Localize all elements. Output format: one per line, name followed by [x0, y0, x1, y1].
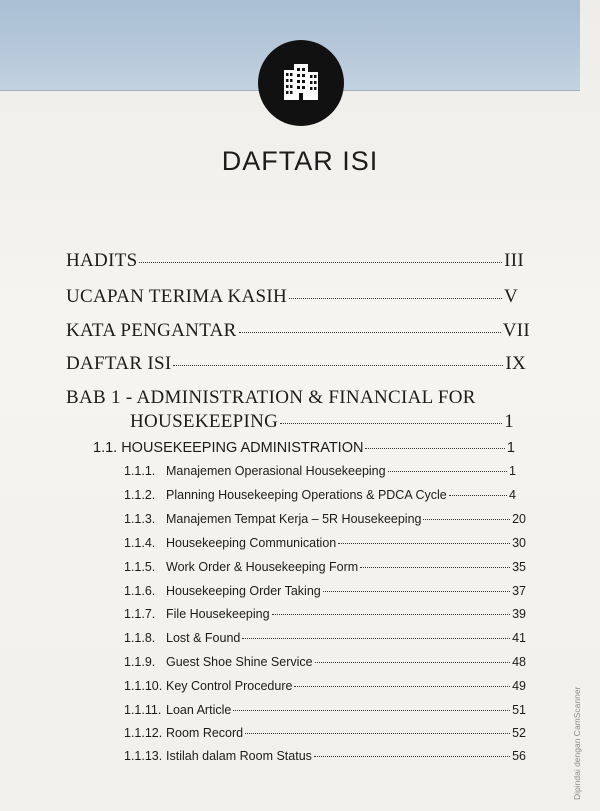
- toc-number: 1.1.11.: [124, 703, 162, 717]
- toc-number: 1.1.8.: [124, 631, 156, 645]
- toc-entry-subsection[interactable]: [124, 488, 516, 502]
- dot-leader: [233, 710, 510, 711]
- toc-title: Work Order & Housekeeping Form: [166, 560, 359, 574]
- toc-page: 49: [512, 679, 526, 693]
- toc-number: 1.1.9.: [124, 655, 156, 669]
- toc-entry-daftar-isi[interactable]: [66, 353, 526, 375]
- toc-number: 1.1.4.: [124, 536, 156, 550]
- dot-leader: [289, 298, 502, 299]
- toc-title: Key Control Procedure: [166, 679, 293, 693]
- dot-leader: [239, 332, 501, 333]
- dot-leader: [242, 638, 510, 639]
- toc-title: Lost & Found: [166, 631, 241, 645]
- toc-page: 52: [512, 726, 526, 740]
- toc-entry-subsection[interactable]: [124, 584, 526, 598]
- toc-entry-subsection[interactable]: [124, 512, 526, 526]
- dot-leader: [139, 262, 502, 263]
- dot-leader: [272, 614, 511, 615]
- toc-title: Housekeeping Communication: [166, 536, 337, 550]
- dot-leader: [315, 662, 510, 663]
- toc-entry-subsection[interactable]: [124, 703, 526, 717]
- toc-title: Planning Housekeeping Operations & PDCA Cycle: [166, 488, 447, 502]
- dot-leader: [449, 495, 507, 496]
- toc-label: HADITS: [66, 250, 138, 271]
- toc-number: 1.1.13.: [124, 749, 163, 763]
- toc-entry-subsection[interactable]: [124, 726, 526, 740]
- toc-title: Manajemen Operasional Housekeeping: [166, 464, 386, 478]
- toc-number: 1.1.1.: [124, 464, 156, 478]
- chapter-badge: [258, 40, 344, 126]
- toc-number: 1.1.3.: [124, 512, 156, 526]
- dot-leader: [314, 756, 510, 757]
- toc-page: V: [503, 286, 518, 307]
- dot-leader: [173, 365, 503, 366]
- toc-entry-subsection[interactable]: [124, 749, 526, 763]
- toc-number: 1.1.5.: [124, 560, 156, 574]
- toc-number: 1.1.12.: [124, 726, 163, 740]
- scanner-watermark: Dipindai dengan CamScanner: [572, 686, 582, 800]
- toc-entry-bab1[interactable]: [130, 411, 514, 433]
- dot-leader: [323, 591, 510, 592]
- toc-page: 1: [506, 440, 515, 456]
- toc-entry-section-1-1[interactable]: [93, 440, 515, 456]
- toc-entry-ucapan[interactable]: [66, 286, 518, 308]
- toc-page: 1: [509, 464, 516, 478]
- toc-entry-subsection[interactable]: [124, 536, 526, 550]
- toc-page: 4: [509, 488, 516, 502]
- toc-title: Manajemen Tempat Kerja – 5R Housekeeping: [166, 512, 422, 526]
- toc-entry-subsection[interactable]: [124, 631, 526, 645]
- toc-label: DAFTAR ISI: [66, 353, 172, 374]
- toc-page: 41: [512, 631, 526, 645]
- toc-entry-subsection[interactable]: [124, 655, 526, 669]
- dot-leader: [338, 543, 510, 544]
- dot-leader: [423, 519, 510, 520]
- building-icon: [278, 60, 324, 106]
- chapter-heading: BAB 1 - ADMINISTRATION & FINANCIAL FOR: [66, 387, 476, 408]
- toc-title: File Housekeeping: [166, 607, 270, 621]
- toc-title: Guest Shoe Shine Service: [166, 655, 313, 669]
- toc-label: HOUSEKEEPING: [130, 411, 279, 432]
- toc-page: 39: [512, 607, 526, 621]
- toc-number: 1.1.7.: [124, 607, 156, 621]
- dot-leader: [280, 423, 502, 424]
- toc-page: 20: [512, 512, 526, 526]
- dot-leader: [388, 471, 507, 472]
- toc-label: KATA PENGANTAR: [66, 320, 237, 341]
- toc-entry-kata-pengantar[interactable]: [66, 320, 530, 342]
- toc-entry-subsection[interactable]: [124, 560, 526, 574]
- toc-page: 48: [512, 655, 526, 669]
- toc-entry-subsection[interactable]: [124, 679, 526, 693]
- toc-page: 1: [504, 411, 514, 432]
- toc-label: UCAPAN TERIMA KASIH: [66, 286, 288, 307]
- toc-entry-subsection[interactable]: [124, 464, 516, 478]
- toc-title: Room Record: [166, 726, 244, 740]
- toc-page: 56: [512, 749, 526, 763]
- toc-entry-subsection[interactable]: [124, 607, 526, 621]
- toc-title: Housekeeping Order Taking: [166, 584, 321, 598]
- toc-title: Loan Article: [166, 703, 232, 717]
- dot-leader: [360, 567, 510, 568]
- toc-page: IX: [505, 353, 526, 374]
- toc-page: III: [504, 250, 524, 271]
- page-title: DAFTAR ISI: [221, 146, 379, 176]
- toc-number: 1.1.10.: [124, 679, 163, 693]
- toc-page: 51: [512, 703, 526, 717]
- dot-leader: [365, 448, 504, 449]
- toc-page: VII: [502, 320, 530, 341]
- toc-page: 35: [512, 560, 526, 574]
- toc-label: 1.1. HOUSEKEEPING ADMINISTRATION: [93, 440, 364, 456]
- toc-title: Istilah dalam Room Status: [166, 749, 312, 763]
- toc-entry-hadits[interactable]: [66, 250, 524, 272]
- toc-page: 30: [512, 536, 526, 550]
- dot-leader: [294, 686, 510, 687]
- toc-page: 37: [512, 584, 526, 598]
- toc-number: 1.1.2.: [124, 488, 156, 502]
- toc-number: 1.1.6.: [124, 584, 156, 598]
- dot-leader: [245, 733, 510, 734]
